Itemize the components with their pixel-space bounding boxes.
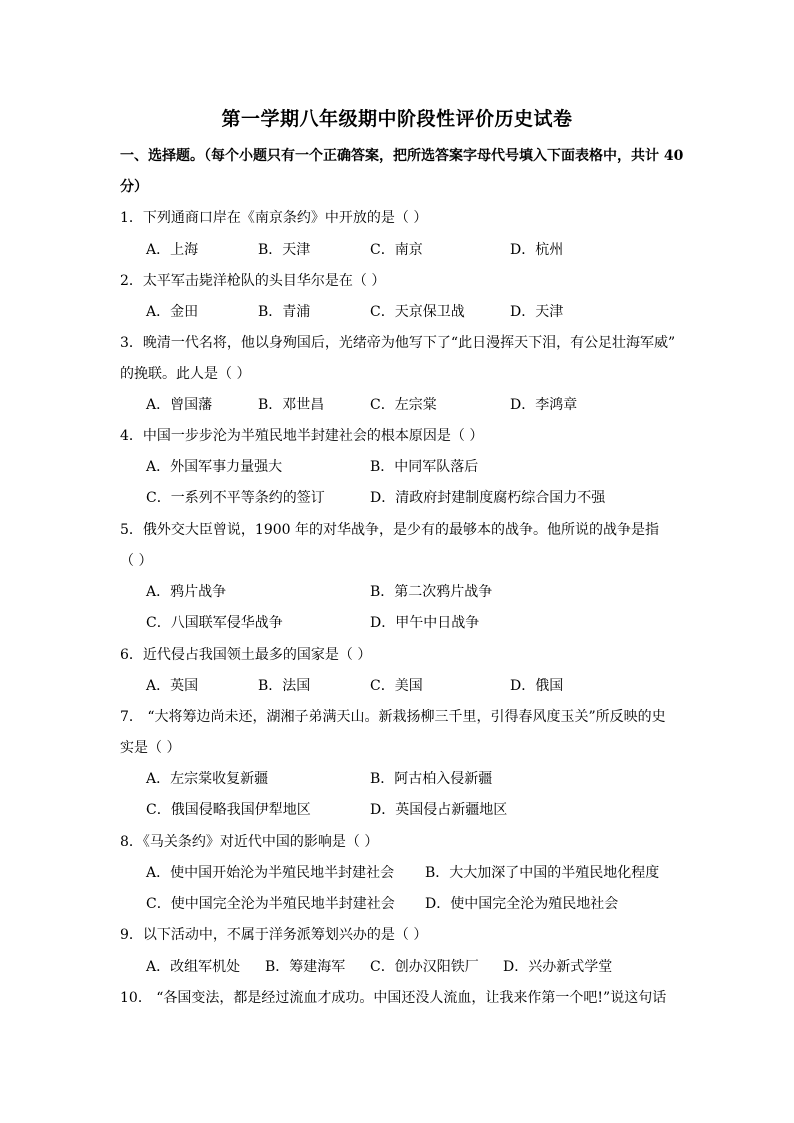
question-6-option-d: D．俄国 <box>510 678 564 694</box>
question-6-option-a: A．英国 <box>146 678 199 694</box>
question-8-option-b: B．大大加深了中国的半殖民地化程度 <box>425 865 660 881</box>
question-3-option-b: B．邓世昌 <box>258 397 325 413</box>
question-9-stem: 9．以下活动中，不属于洋务派筹划兴办的是（ ） <box>120 927 428 943</box>
question-8-stem: 8．《马关条约》对近代中国的影响是（ ） <box>120 834 379 850</box>
question-5-option-a: A．鸦片战争 <box>146 584 227 600</box>
question-7-stem-line-1: 7． “大将筹边尚未还，湖湘子弟满天山。新栽扬柳三千里，引得春风度玉关”所反映的史 <box>120 709 666 725</box>
question-2-stem: 2．太平军击毙洋枪队的头目华尔是在（ ） <box>120 273 386 289</box>
question-4-option-d: D．清政府封建制度腐朽综合国力不强 <box>370 490 606 506</box>
question-4-option-b: B．中同军队落后 <box>370 459 479 475</box>
question-5-stem-line-2: （ ） <box>120 553 153 569</box>
question-9-option-c: C．创办汉阳铁厂 <box>370 959 479 975</box>
question-2-option-d: D．天津 <box>510 304 564 320</box>
question-7-option-c: C．俄国侵略我国伊犁地区 <box>146 802 311 818</box>
question-1-option-d: D．杭州 <box>510 242 564 258</box>
question-5-option-d: D．甲午中日战争 <box>370 615 480 631</box>
question-5-option-b: B．第二次鸦片战争 <box>370 584 493 600</box>
question-7-option-a: A．左宗棠收复新疆 <box>146 771 269 787</box>
question-9-option-a: A．改组军机处 <box>146 959 241 975</box>
question-4-option-c: C．一系列不平等条约的签订 <box>146 490 325 506</box>
question-8-option-c: C．使中国完全沦为半殖民地半封建社会 <box>146 896 395 912</box>
question-1-option-c: C．南京 <box>370 242 423 258</box>
question-2-option-b: B．青浦 <box>258 304 311 320</box>
question-6-stem: 6．近代侵占我国领土最多的国家是（ ） <box>120 647 372 663</box>
question-7-option-d: D．英国侵占新疆地区 <box>370 802 508 818</box>
question-3-stem-line-2: 的挽联。此人是（ ） <box>120 366 251 382</box>
question-3-option-d: D．李鸿章 <box>510 397 578 413</box>
question-5-stem-line-1: 5．俄外交大臣曾说，1900 年的对华战争，是少有的最够本的战争。他所说的战争是指 <box>120 522 659 538</box>
question-4-option-a: A．外国军事力量强大 <box>146 459 283 475</box>
question-1-option-a: A．上海 <box>146 242 199 258</box>
question-3-stem-line-1: 3．晚清一代名将，他以身殉国后，光绪帝为他写下了“此日漫挥天下泪，有公足壮海军威” <box>120 335 676 351</box>
question-9-option-d: D．兴办新式学堂 <box>503 959 613 975</box>
question-6-option-b: B．法国 <box>258 678 311 694</box>
question-1-option-b: B．天津 <box>258 242 311 258</box>
question-2-option-a: A．金田 <box>146 304 199 320</box>
question-6-option-c: C．美国 <box>370 678 423 694</box>
page-title: 第一学期八年级期中阶段性评价历史试卷 <box>221 108 573 130</box>
question-1-stem: 1．下列通商口岸在《南京条约》中开放的是（ ） <box>120 210 428 226</box>
question-7-option-b: B．阿古柏入侵新疆 <box>370 771 493 787</box>
question-3-option-a: A．曾国藩 <box>146 397 213 413</box>
question-7-stem-line-2: 实是（ ） <box>120 740 181 756</box>
question-9-option-b: B．筹建海军 <box>265 959 346 975</box>
section-heading-line-2: 分） <box>120 179 148 195</box>
question-8-option-a: A．使中国开始沦为半殖民地半封建社会 <box>146 865 395 881</box>
question-4-stem: 4．中国一步步沦为半殖民地半封建社会的根本原因是（ ） <box>120 428 484 444</box>
question-8-option-d: D．使中国完全沦为殖民地社会 <box>425 896 619 912</box>
question-5-option-c: C．八国联军侵华战争 <box>146 615 283 631</box>
question-3-option-c: C．左宗棠 <box>370 397 437 413</box>
question-10-stem: 10． “各国变法，都是经过流血才成功。中国还没人流血，让我来作第一个吧!”说这句话 <box>120 990 667 1006</box>
question-2-option-c: C．天京保卫战 <box>370 304 465 320</box>
section-heading-line-1: 一、选择题。（每个小题只有一个正确答案，把所选答案字母代号填入下面表格中，共计 40 <box>120 148 684 164</box>
